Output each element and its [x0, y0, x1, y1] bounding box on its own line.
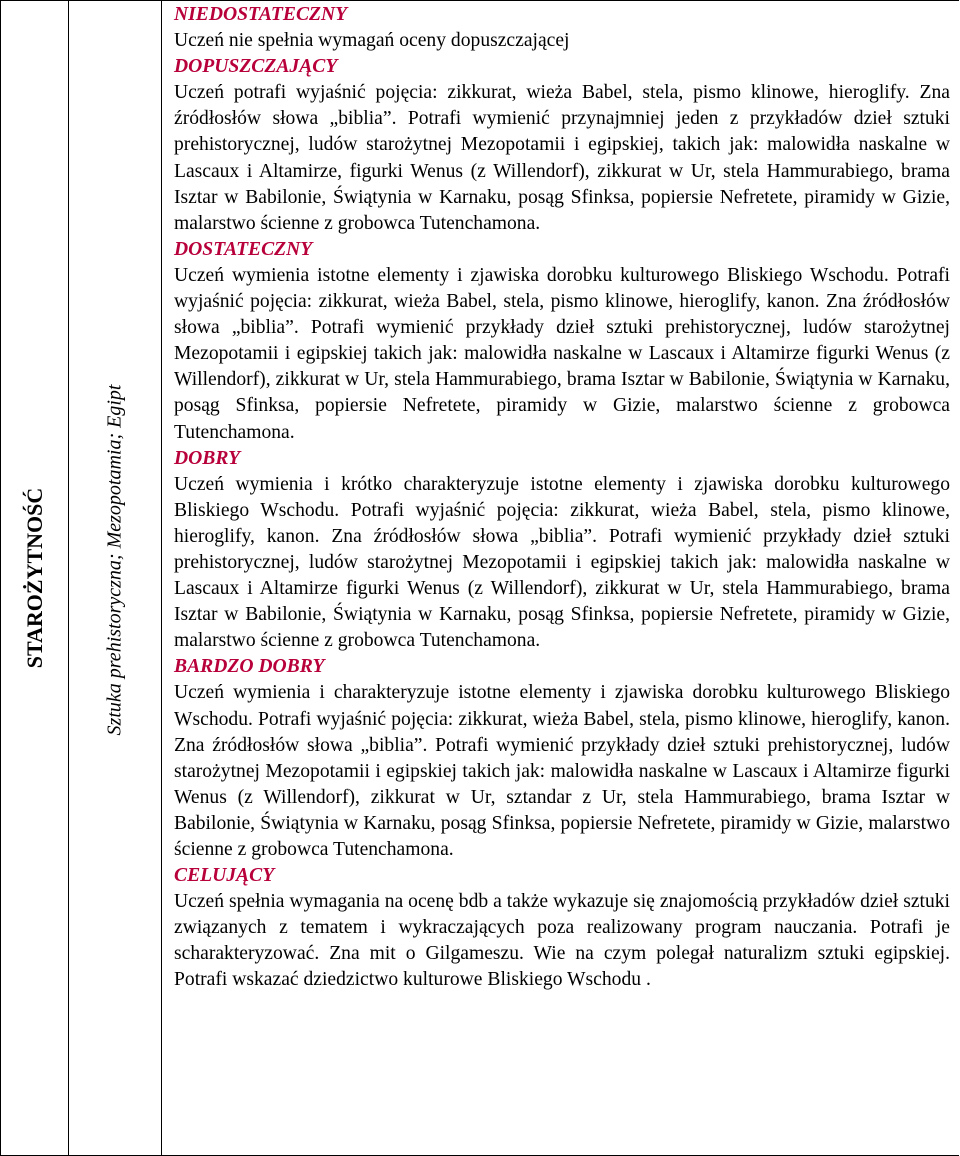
grade-description-dostateczny: Uczeń wymienia istotne elementy i zjawiska dorobku kulturowego Bliskiego Wschodu. Potrafi wyjaśnić pojęcia: zikkurat, wieża Babel, stela, pismo klinowe, hieroglify, kanon. Zna źródłosłów słowa „biblia”. Potrafi wymienić przykłady dzieł sztuki prehistorycznej, ludów starożytnej Mezopotamii i egipskiej takich jak: malowidła naskalne w Lascaux i Altamirze figurki Wenus (z Willendorf), zikkurat w Ur, stela Hammurabiego, brama Isztar w Babilonie, Świątynia w Karnaku, posąg Sfinksa, popiersie Nefretete, piramidy w Gizie, malarstwo ścienne z grobowca Tutenchamona. — [174, 264, 950, 443]
era-title: STAROŻYTNOŚĆ — [21, 487, 47, 668]
requirements-cell — [174, 2, 950, 994]
grade-heading-dopuszczajacy: DOPUSZCZAJĄCY — [174, 56, 338, 78]
grade-description-dopuszczajacy: Uczeń potrafi wyjaśnić pojęcia: zikkurat, wieża Babel, stela, pismo klinowe, hieroglify. Zna źródłosłów słowa „biblia”. Potrafi wymienić przynajmniej jeden z przykładów dzieł sztuki prehistorycznej, ludów starożytnej Mezopotamii i egipskiej, takich jak: malowidła naskalne w Lascaux i Altamirze, figurki Wenus (z Willendorf), zikkurat w Ur, stela Hammurabiego, brama Isztar w Babilonie, Świątynia w Karnaku, posąg Sfinksa, popiersie Nefretete, piramidy w Gizie, malarstwo ścienne z grobowca Tutenchamona. — [174, 82, 950, 234]
grade-heading-celujacy: CELUJĄCY — [174, 865, 275, 887]
grade-description-bardzo-dobry: Uczeń wymienia i charakteryzuje istotne elementy i zjawiska dorobku kulturowego Bliskiego Wschodu. Potrafi wyjaśnić pojęcia: zikkurat, wieża Babel, stela, pismo klinowe, hieroglify, kanon. Zna źródłosłów słowa „biblia”. Potrafi wymienić przykłady dzieł sztuki prehistorycznej, ludów starożytnej Mezopotamii i egipskiej takich jak: malowidła naskalne w Lascaux i Altamirze figurki Wenus (z Willendorf), zikkurat w Ur, sztandar z Ur, stela Hammurabiego, brama Isztar w Babilonie, Świątynia w Karnaku, posąg Sfinksa, popiersie Nefretete, piramidy w Gizie, malarstwo ścienne z grobowca Tutenchamona. — [174, 682, 950, 860]
grade-description-dobry: Uczeń wymienia i krótko charakteryzuje istotne elementy i zjawiska dorobku kulturowego Bliskiego Wschodu. Potrafi wyjaśnić pojęcia: zikkurat, wieża Babel, stela, pismo klinowe, hieroglify, kanon. Zna źródłosłów słowa „biblia”. Potrafi wymienić przykłady dzieł sztuki prehistorycznej, ludów starożytnej Mezopotamii i egipskiej takich jak: malowidła naskalne w Lascaux i Altamirze figurki Wenus (z Willendorf), zikkurat w Ur, stela Hammurabiego, brama Isztar w Babilonie, Świątynia w Karnaku, posąg Sfinksa, popiersie Nefretete, piramidy w Gizie, malarstwo ścienne z grobowca Tutenchamona. — [174, 473, 950, 652]
grade-heading-dobry: DOBRY — [174, 447, 241, 469]
topic-subtitle: Sztuka prehistoryczna; Mezopotamia; Egipt — [103, 384, 126, 736]
column-divider-2 — [161, 0, 162, 1155]
grade-description-celujacy: Uczeń spełnia wymagania na ocenę bdb a także wykazuje się znajomością przykładów dzieł sztuki związanych z tematem i wykraczających poza realizowany program nauczania. Potrafi je scharakteryzować. Zna mit o Gilgameszu. Wie na czym polegał naturalizm sztuki egipskiej. Potrafi wskazać dziedzictwo kulturowe Bliskiego Wschodu . — [174, 891, 950, 991]
topic-column — [69, 0, 161, 1155]
grade-description-niedostateczny: Uczeń nie spełnia wymagań oceny dopuszczającej — [174, 30, 570, 52]
grade-heading-niedostateczny: NIEDOSTATECZNY — [174, 4, 348, 25]
grade-heading-dostateczny: DOSTATECZNY — [174, 238, 313, 260]
era-column — [1, 0, 68, 1155]
grade-heading-bardzo-dobry: BARDZO DOBRY — [174, 656, 325, 678]
